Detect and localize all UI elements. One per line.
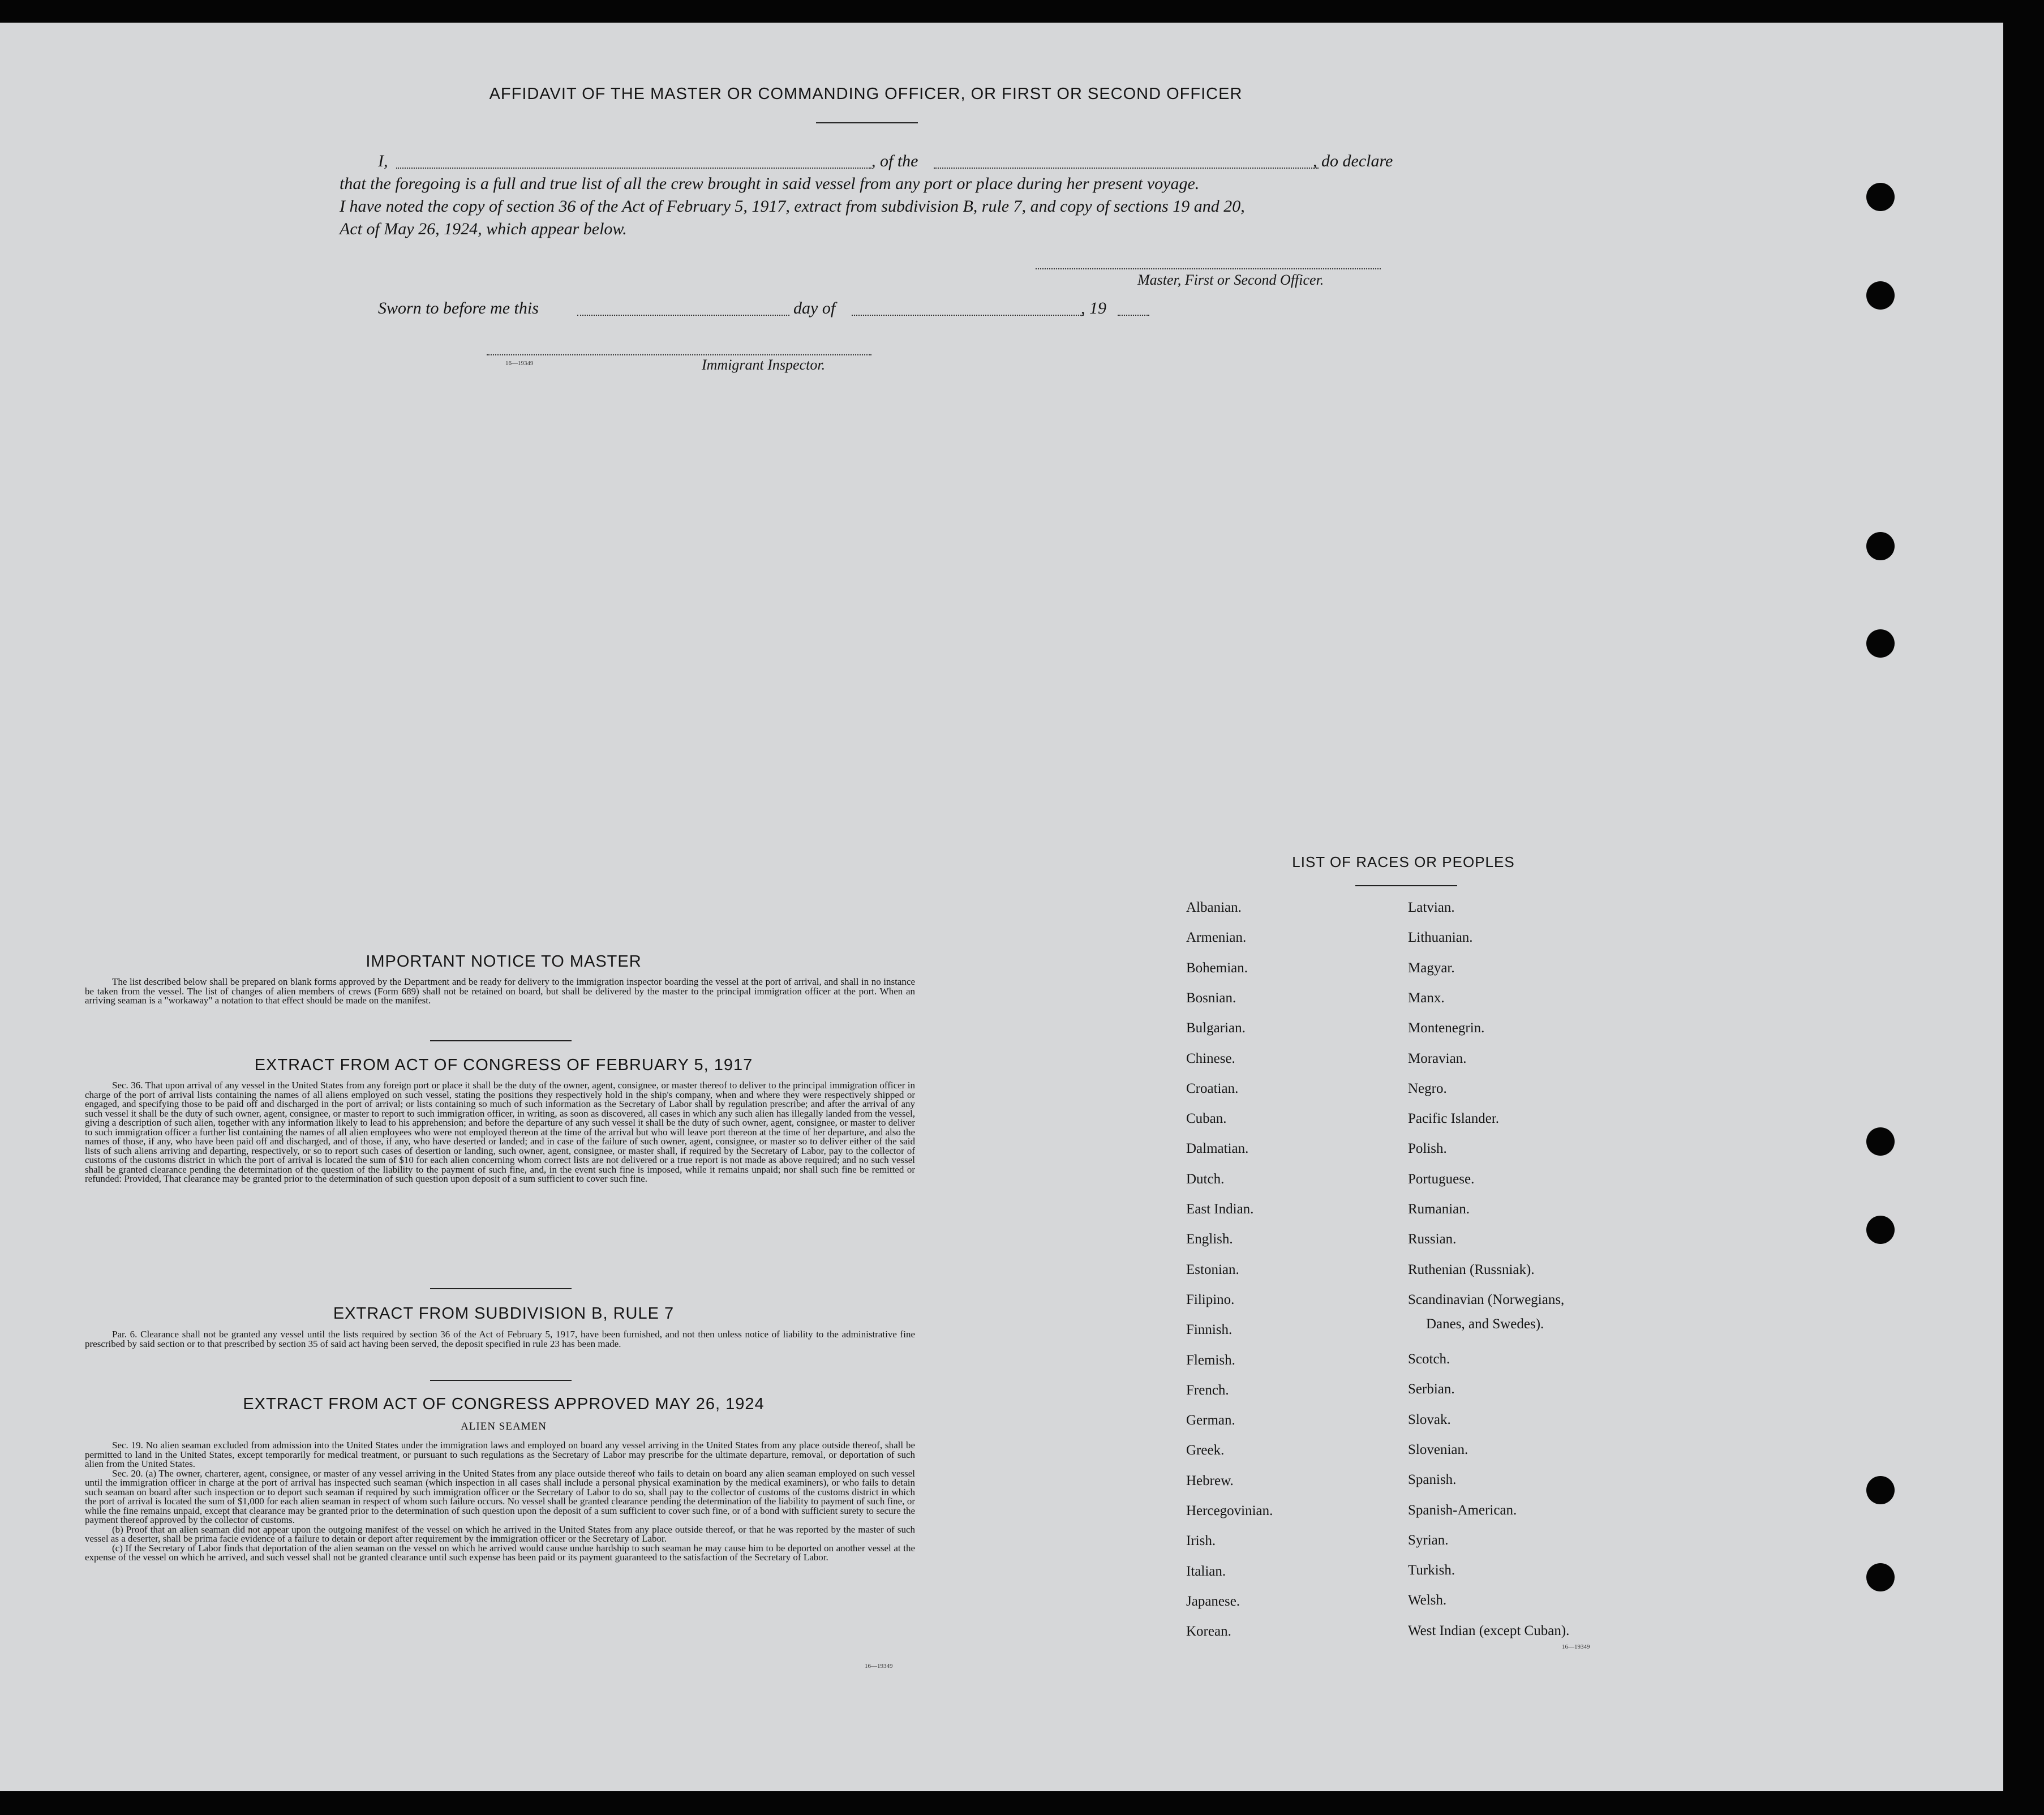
sworn-day-blank[interactable] — [577, 315, 789, 316]
sec-20a-paragraph: Sec. 20. (a) The owner, charterer, agent, consignee, or master of any vessel arriving in the United States from any place outside thereof who fails to detain on board any alien seaman employed on such vessel until the immigration officer in charge at the port of arrival has inspected such seaman (which inspection in all cases shall include a personal physical examination by the medical examiners), or who fails to detain such seaman on board after such inspection or to deport such seaman if required by such immigration officer or the Secretary of Labor to do so, shall pay to the collector of customs of the customs district in which the port of arrival is located the sum of $1,000 for each alien seaman in respect of whom such failure occurs. No vessel shall be granted clearance pending the determination of the liability to payment of such fine, or while the fine remains unpaid, except that clearance may be granted prior to the determination of such question upon the deposit of a sum sufficient to cover such fine, or of a bond with sufficient surety to secure the payment thereof approved by the collector of customs. — [85, 1468, 915, 1525]
sec-19-paragraph: Sec. 19. No alien seaman excluded from admission into the United States under the immigration laws and employed on board any vessel arriving in the United States from any place outside thereof, shall be permitted to land in the United States, except temporarily for medical treatment, or pursuant to such regulations as the Secretary of Labor may prescribe for the ultimate departure, removal, or deportation of such alien from the United States. — [85, 1440, 915, 1469]
race-item: Pacific Islander. — [1408, 1111, 1500, 1127]
sworn-month-blank[interactable] — [852, 315, 1084, 316]
inspector-label: Immigrant Inspector. — [702, 357, 826, 373]
affidavit-i: I, — [378, 152, 388, 170]
race-item: English. — [1186, 1232, 1233, 1247]
race-item: Negro. — [1408, 1080, 1447, 1096]
race-item: Finnish. — [1186, 1322, 1233, 1338]
race-item: Albanian. — [1186, 900, 1242, 915]
affidavit-line-2: that the foregoing is a full and true list of all the crew brought in said vessel from any port or place during her present voyage. — [340, 174, 1200, 193]
race-item: Moravian. — [1408, 1050, 1467, 1066]
race-item: Armenian. — [1186, 930, 1247, 946]
affidavit-of-the: , of the — [871, 152, 918, 170]
race-item: Manx. — [1408, 990, 1445, 1006]
race-item: German. — [1186, 1413, 1235, 1428]
sworn-year-blank[interactable] — [1118, 315, 1149, 316]
race-item: Greek. — [1186, 1443, 1225, 1458]
race-item: Dalmatian. — [1186, 1141, 1249, 1157]
section-rule — [430, 1380, 572, 1381]
race-item: Latvian. — [1408, 900, 1455, 915]
race-item: Danes, and Swedes). — [1426, 1316, 1544, 1332]
race-item: Filipino. — [1186, 1291, 1235, 1307]
race-item: Turkish. — [1408, 1563, 1455, 1578]
extract-1917-text — [85, 1081, 915, 1184]
race-item: Russian. — [1408, 1232, 1457, 1247]
race-item: Slovenian. — [1408, 1441, 1468, 1457]
sworn-prefix: Sworn to before me this — [378, 299, 539, 317]
races-title: LIST OF RACES OR PEOPLES — [1292, 853, 1515, 870]
race-item: Ruthenian (Russniak). — [1408, 1262, 1535, 1277]
punch-hole — [1866, 1127, 1895, 1156]
race-item: Irish. — [1186, 1533, 1216, 1549]
race-item: Flemish. — [1186, 1352, 1235, 1368]
punch-hole — [1866, 1476, 1895, 1504]
race-item: Serbian. — [1408, 1381, 1455, 1397]
race-item: Estonian. — [1186, 1262, 1239, 1277]
race-item: Polish. — [1408, 1141, 1447, 1157]
form-number: 16—19349 — [505, 360, 534, 367]
race-item: Lithuanian. — [1408, 930, 1473, 946]
scan-border — [2003, 0, 2044, 1815]
sec-36-paragraph: Sec. 36. That upon arrival of any vessel in the United States from any foreign port or place it shall be the duty of the owner, agent, consignee, or master thereof to deliver to the principal immigration officer in charge of the port of arrival lists containing the names of all aliens employed on such vessel, stating the positions they respectively hold in the ship's company, when and where they were respectively shipped or engaged, and specifying those to be paid off and discharged in the port of arrival; or lists containing so much of such information as the Secretary of Labor shall by regulation prescribe; and after the arrival of any such vessel it shall be the duty of such owner, agent, consignee, or master to report to such immigration officer, in writing, as soon as discovered, all cases in which any such alien has illegally landed from the vessel, giving a description of such alien, together with any information likely to lead to his apprehension; and before the departure of any such vessel it shall be the duty of such owner, agent, consignee, or master to deliver to such immigration officer a further list containing the names of all alien employees who were not employed thereon at the time of the arrival but who will leave port thereon at the time of her departure, and also the names of those, if any, who have been paid off and discharged, and of those, if any, who have deserted or landed; and in case of the failure of such owner, agent, consignee, or master so to deliver either of the said lists of such aliens arriving and departing, respectively, or so to report such cases of desertion or landing, such owner, agent, consignee, or master shall, if required by the Secretary of Labor, pay to the collector of customs of the customs district in which the port of arrival is located the sum of $10 for each alien concerning whom correct lists are not delivered or a true report is not made as above required; and no such vessel shall be granted clearance pending the determination of the question of the liability to the payment of such fine, and, in the event such fine is imposed, while it remains unpaid; nor shall such fine be remitted or refunded: Provided, That clearance may be granted prior to the determination of such question upon deposit of a sum sufficient to cover such fine. — [85, 1080, 915, 1184]
race-item: Bohemian. — [1186, 960, 1248, 976]
sec-20c-paragraph: (c) If the Secretary of Labor finds that deportation of the alien seaman on the vessel on which he arrived would cause undue hardship to such seaman he may cause him to be deported on another vessel at the expense of the vessel on which he arrived, and such vessel shall not be granted clearance until such expense has been paid or its payment guaranteed to the satisfaction of the Secretary of Labor. — [85, 1542, 915, 1563]
race-item: East Indian. — [1186, 1202, 1254, 1217]
race-item: Montenegrin. — [1408, 1020, 1485, 1036]
vessel-blank[interactable] — [934, 168, 1319, 169]
race-item: Dutch. — [1186, 1171, 1225, 1187]
alien-seamen-subtitle: ALIEN SEAMEN — [461, 1421, 547, 1432]
section-rule — [430, 1288, 572, 1289]
race-item: Bulgarian. — [1186, 1020, 1246, 1036]
punch-hole — [1866, 629, 1895, 658]
punch-hole — [1866, 1563, 1895, 1591]
sworn-year: , 19 — [1081, 299, 1106, 317]
affidavit-line-1 — [378, 152, 388, 171]
section-rule — [430, 1040, 572, 1041]
race-item: Korean. — [1186, 1624, 1231, 1640]
punch-hole — [1866, 532, 1895, 560]
race-item: Slovak. — [1408, 1411, 1451, 1427]
extract-1924-title: EXTRACT FROM ACT OF CONGRESS APPROVED MAY 26, 1924 — [243, 1395, 765, 1413]
affidavit-title: AFFIDAVIT OF THE MASTER OR COMMANDING OFFICER, OR FIRST OR SECOND OFFICER — [489, 85, 1243, 103]
affidavit-line-3: I have noted the copy of section 36 of the Act of February 5, 1917, extract from subdivision B, rule 7, and copy of sections 19 and 20, — [340, 197, 1245, 216]
form-number: 16—19349 — [1562, 1644, 1590, 1650]
race-item: Rumanian. — [1408, 1202, 1470, 1217]
affidavit-line-4: Act of May 26, 1924, which appear below. — [340, 220, 627, 238]
race-item: Japanese. — [1186, 1593, 1240, 1609]
rule-7-title: EXTRACT FROM SUBDIVISION B, RULE 7 — [333, 1305, 675, 1323]
signature-label: Master, First or Second Officer. — [1137, 272, 1324, 288]
notice-paragraph: The list described below shall be prepared on blank forms approved by the Department and be ready for delivery to the immigration inspector boarding the vessel at the port of arrival, and shall in no instance be taken from the vessel. The list of changes of alien members of crews (Form 689) shall not be retained on board, but shall be delivered by the master to the principal immigration officer at the port. When an arriving seaman is a "workaway" a notation to that effect should be made on the manifest. — [85, 976, 915, 1006]
signature-blank[interactable] — [1036, 268, 1381, 269]
race-item: Magyar. — [1408, 960, 1455, 976]
race-item: Bosnian. — [1186, 990, 1236, 1006]
name-blank[interactable] — [396, 168, 871, 169]
race-item: Spanish. — [1408, 1472, 1457, 1488]
form-number: 16—19349 — [865, 1663, 893, 1670]
affidavit-declare: , do declare — [1313, 152, 1393, 170]
extract-1917-title: EXTRACT FROM ACT OF CONGRESS OF FEBRUARY 5, 1917 — [254, 1056, 753, 1074]
race-item: Scandinavian (Norwegians, — [1408, 1291, 1565, 1307]
notice-title: IMPORTANT NOTICE TO MASTER — [366, 952, 642, 971]
notice-text — [85, 977, 915, 1006]
race-item: Portuguese. — [1408, 1171, 1475, 1187]
race-item: Hercegovinian. — [1186, 1503, 1273, 1518]
race-item: West Indian (except Cuban). — [1408, 1623, 1570, 1638]
punch-hole — [1866, 281, 1895, 310]
race-item: Hebrew. — [1186, 1473, 1234, 1488]
race-item: Italian. — [1186, 1563, 1226, 1579]
rule-7-text — [85, 1330, 915, 1349]
race-item: Chinese. — [1186, 1050, 1235, 1066]
inspector-signature-blank[interactable] — [487, 354, 871, 355]
punch-hole — [1866, 1216, 1895, 1244]
sec-20b-paragraph: (b) Proof that an alien seaman did not appear upon the outgoing manifest of the vessel on which he arrived in the United States from any place outside thereof, or that he was reported by the master of such vessel as a deserter, shall be prima facie evidence of a failure to detain or deport after requirement by the immigration officer or the Secretary of Labor. — [85, 1524, 915, 1544]
race-item: Cuban. — [1186, 1111, 1227, 1127]
extract-1924-text — [85, 1441, 915, 1563]
race-item: French. — [1186, 1382, 1229, 1398]
par-6-paragraph: Par. 6. Clearance shall not be granted any vessel until the lists required by section 36 of the Act of February 5, 1917, have been furnished, and not then unless notice of liability to the administrative fine prescribed by said section or to that prescribed by section 35 of said act having been served, the deposit specified in rule 23 has been made. — [85, 1329, 915, 1349]
race-item: Welsh. — [1408, 1593, 1447, 1608]
race-item: Croatian. — [1186, 1080, 1239, 1096]
sworn-day-of: day of — [793, 299, 836, 317]
punch-hole — [1866, 183, 1895, 211]
race-item: Spanish-American. — [1408, 1502, 1517, 1518]
race-item: Scotch. — [1408, 1351, 1450, 1367]
title-rule — [816, 122, 918, 123]
title-rule — [1355, 885, 1457, 886]
race-item: Syrian. — [1408, 1532, 1449, 1548]
